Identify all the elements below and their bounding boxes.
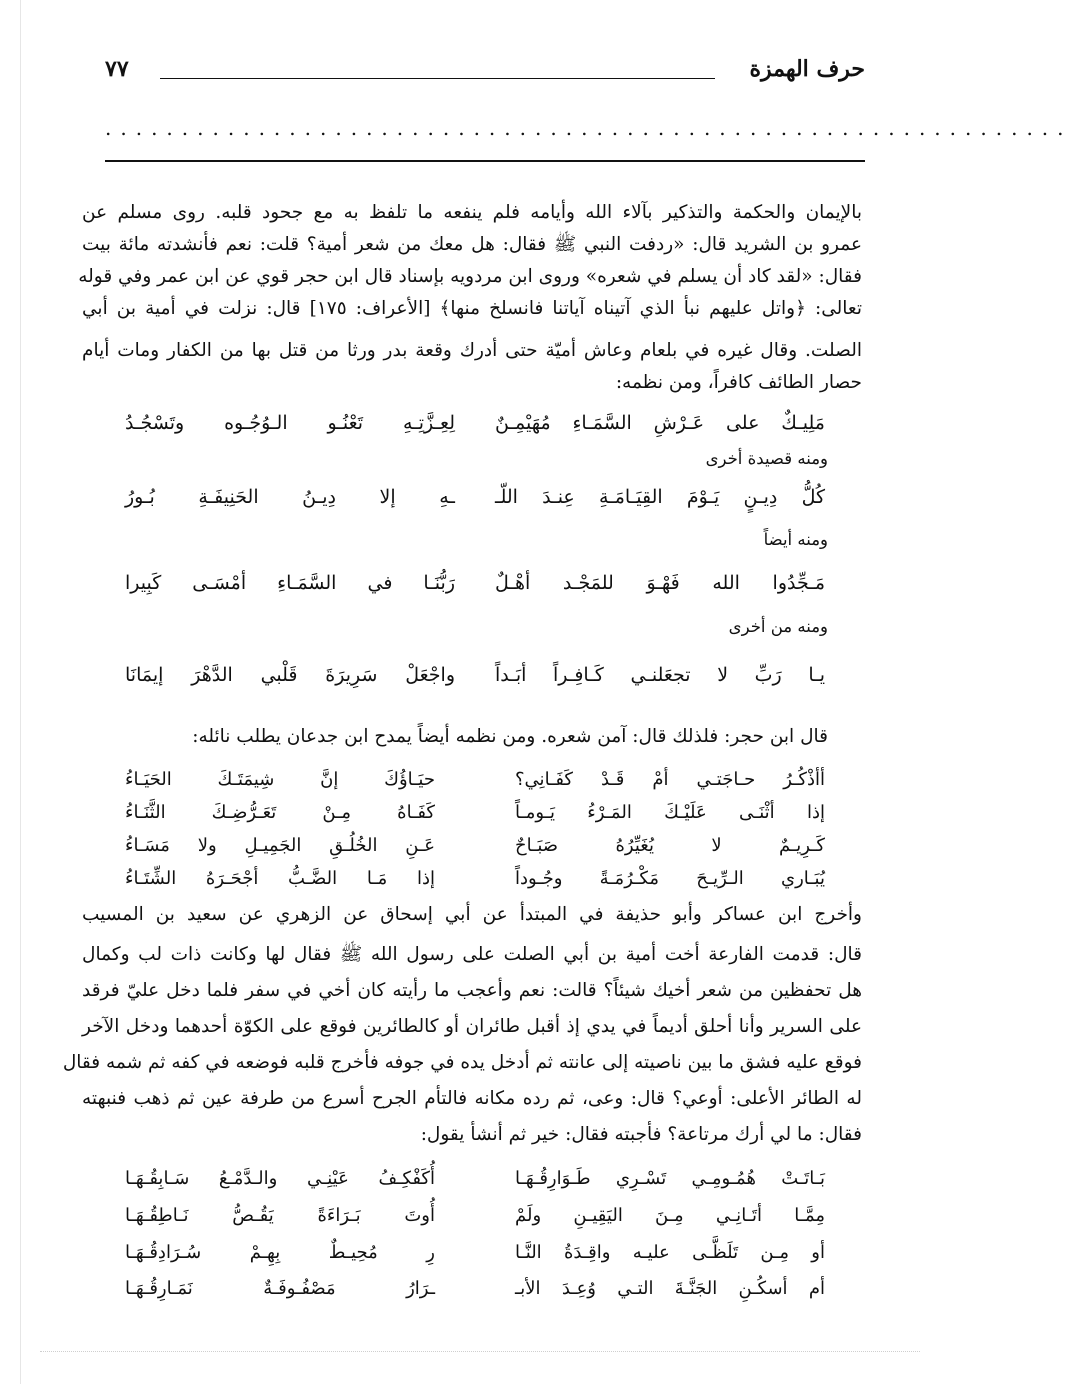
verse-first-hemistich: أو مِـن تَلَظَّـى عليـه واقِـدَةُ النَّـا	[515, 1242, 825, 1263]
verse-first-hemistich: بَـاتَـتْ هُمُـومِـي تَسْـرِي طَـوَارِقُـهَـا	[515, 1168, 825, 1189]
text-line: قال: قدمت الفارعة أخت أمية بن أبي الصلت على رسول الله ﷺ فقال لها وكانت ذات لب وكمال	[82, 944, 862, 965]
dotted-separator: ...............................................................	[105, 116, 1073, 140]
verse-second-hemistich: ـرَارُ مَصْفُـوفَـةٌ نَمَـارِقُـهَـا	[125, 1278, 435, 1299]
verse-first-hemistich: يـا رَبِّ لا تجعَلنـي كَـافِـراً أبَـداً	[495, 664, 825, 686]
text-line: قال ابن حجر: فلذلك قال: آمن شعره. ومن نظمه أيضاً يمدح ابن جدعان يطلب نائله:	[192, 726, 828, 747]
verse	[125, 1199, 825, 1233]
verse-intro: ومنه قصيدة أخرى	[705, 449, 828, 468]
verse-second-hemistich: عَـنِ الخُلُـقِ الجَمِيـلِ ولا مَسَـاءُ	[125, 835, 435, 856]
text-line: فقال: «لقد كاد أن يسلم في شعره» وروى ابن مردويه بإسناد قال ابن حجر قوي عن ابن عمر وفي قوله	[78, 266, 862, 287]
verse-second-hemistich: كَفَـاهُ مِـنْ تَعَـرُّضِـكَ الثَّنَـاءُ	[125, 802, 435, 823]
text-line: فوقع عليه فشق ما بين ناصيته إلى عانته ثم أدخل يده في جوفه فأخرج قلبه فوضعه في كفه ثم شمه فقال	[62, 1052, 862, 1073]
text-line: على السرير وأنا أحلق أديماً في يدي إذ أقبل طائران أو كالطائرين فوقع على الكوّة أحدهما ودخل الآخر	[82, 1016, 862, 1037]
verse	[125, 1162, 825, 1196]
scan-bottom-edge	[40, 1351, 920, 1356]
verse-first-hemistich: أأذْكُـرُ حـاجَتـي أمْ قَـدْ كَفَـانِي؟	[515, 769, 825, 790]
verse-intro: ومنه أيضاً	[763, 530, 828, 549]
text-line: هل تحفظين من شعر أخيك شيئاً؟ قالت: نعم وأعجب ما رأيته كان أخي في سفر فلما دخل عليّ فرقد	[82, 980, 862, 1001]
text-line: حصار الطائف كافراً، ومن نظمه:	[615, 372, 862, 393]
text-line: فقال: ما لي أرك مرتاعة؟ فأجبته فقال: خير ثم أنشأ يقول:	[420, 1124, 862, 1145]
text-line: بالإيمان والحكمة والتذكير بآلاء الله وأيامه فلم ينفعه ما تلفظ به مع جحود قلبه. روى مسلم عن	[82, 202, 862, 223]
verse-second-hemistich: لِعِـزَّتِـهِ تَعْنُـو الـوُجُـوه وتَسْجُـدُ	[125, 412, 455, 434]
header-rule	[160, 78, 715, 79]
verse-second-hemistich: أُوتَ بَـرَاءَةً يَقُـصُّ نَـاطِقُـهَـا	[125, 1205, 435, 1226]
header-divider	[105, 160, 865, 162]
verse-second-hemistich: واجْعَلْ سَرِيرَةَ قَلْبي الدَّهْرَ إيمَانَا	[125, 664, 455, 686]
verse-second-hemistich: رَبُّنَـا في السَّمَـاءِ أمْسَـى كَبِيرا	[125, 572, 455, 594]
text-line: وأخرج ابن عساكر وأبو حذيفة في المبتدأ عن أبي إسحاق عن الزهري عن سعيد بن المسيب	[82, 904, 862, 925]
verse-first-hemistich: كَـرِيـمٌ لا يُغَيِّرُهُ صَبَـاحٌ	[515, 835, 825, 856]
verse	[125, 862, 825, 896]
verse	[125, 829, 825, 863]
verse-first-hemistich: إذا أثْنَـى عَلَيْـكَ المَـرْءُ يَـومـاً	[515, 802, 825, 823]
verse-first-hemistich: يُبَـاري الـرِّيـحَ مَكْـرُمَـةً وجُـوداً	[515, 868, 825, 889]
verse	[125, 1272, 825, 1306]
verse	[125, 763, 825, 797]
running-header	[105, 52, 865, 92]
text-line: تعالى: ﴿واتل عليهم نبأ الذي آتيناه آياتنا فانسلخ منها﴾ [الأعراف: ١٧٥] قال: نزلت في أمية بن أبي	[82, 298, 862, 319]
verse	[125, 796, 825, 830]
verse-second-hemistich: أُكَفْكِـفُ عَيْنِـي والـدَّمْـعُ سَـابِقُـهَـا	[125, 1168, 435, 1189]
verse-first-hemistich: كُلُّ دِيـنٍ يَـوْمَ القِيَـامَـةِ عِنـدَ اللّـ	[495, 486, 825, 508]
verse-second-hemistich: رِ مُحِيـطٌ بِهِـمْ سُـرَادِقُـهَـا	[125, 1242, 435, 1263]
verse	[125, 406, 825, 440]
verse	[125, 1236, 825, 1270]
scan-edge	[20, 0, 21, 1384]
chapter-title: حرف الهمزة	[749, 56, 865, 82]
verse-intro: ومنه من أخرى	[728, 617, 828, 636]
text-line: له الطائر الأعلى: أوعي؟ قال: وعى، ثم رده مكانه فالتأم الجرح أسرع من طرفة عين ثم ذهب فنبهته	[82, 1088, 862, 1109]
verse-first-hemistich: أم أسكُـنِ الجَنَّـةَ التـي وُعِـدَ الأبـ	[515, 1278, 825, 1299]
verse-first-hemistich: مَـجِّدُوا الله فَهْـوَ للمَجْـد أهْـلٌ	[495, 572, 825, 594]
page-number: ٧٧	[105, 56, 129, 82]
text-line: الصلت. وقال غيره في بلعام وعاش أميّة حتى أدرك وقعة بدر ورثا من قتل بها من الكفار ومات أيام	[82, 340, 862, 361]
verse-first-hemistich: مَلِيـكٌ على عَـرْشِ السَّمَـاءِ مُهَيْمِـنٌ	[495, 412, 825, 434]
verse-second-hemistich: ـهِ إلا دِيـنُ الحَنِيفَـةِ بُـورُ	[125, 486, 455, 508]
verse	[125, 480, 825, 514]
verse-second-hemistich: حيَـاؤُكَ إنَّ شِيمَتَـكَ الحَيَـاءُ	[125, 769, 435, 790]
verse-first-hemistich: مِمَّـا أتَـانِـي مِـنَ اليَقِيـنِ ولَمْ	[515, 1205, 825, 1226]
verse	[125, 658, 825, 692]
verse-second-hemistich: إذا مَـا الضَّـبُّ أجْحَـرَهُ الشِّتَـاءُ	[125, 868, 435, 889]
verse	[125, 566, 825, 600]
text-line: عمرو بن الشريد قال: «ردفت النبي ﷺ فقال: هل معك من شعر أمية؟ قلت: نعم فأنشدته مائة بيت	[82, 234, 862, 255]
